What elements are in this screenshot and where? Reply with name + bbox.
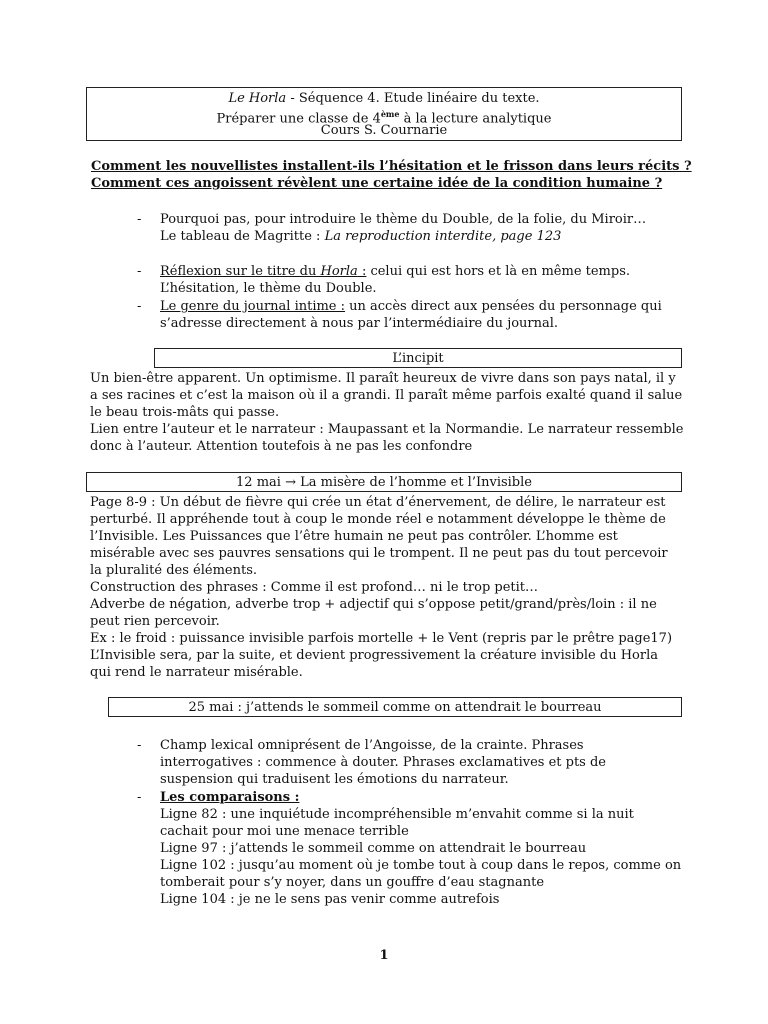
page-number: 1: [379, 948, 389, 963]
header-line2-after: à la lecture analytique: [399, 111, 552, 127]
header-line-1: [87, 90, 681, 107]
section-12mai-line: Ex : le froid : puissance invisible parfois mortelle + le Vent (repris par le prêtre page17): [90, 631, 673, 646]
section-12mai-line: qui rend le narrateur misérable.: [90, 665, 303, 680]
section-12mai-title: 12 mai → La misère de l’homme et l’Invisible: [236, 475, 532, 490]
section-12mai-line: peut rien percevoir.: [90, 614, 220, 629]
comparaison-line: Ligne 82 : une inquiétude incompréhensible m’envahit comme si la nuit: [160, 807, 634, 822]
header-line-3: Cours S. Cournarie: [320, 123, 448, 138]
comparaison-line: Ligne 104 : je ne le sens pas venir comme autrefois: [160, 892, 500, 907]
comparaisons-title: Les comparaisons :: [160, 790, 300, 805]
section-12mai-line: la pluralité des éléments.: [90, 563, 258, 578]
section-25mai-bullet-1-line: suspension qui traduisent les émotions du narrateur.: [160, 772, 509, 787]
comparaison-line: Ligne 102 : jusqu’au moment où je tombe tout à coup dans le repos, comme on: [160, 858, 682, 873]
intro-bullet-2-line-1: [160, 263, 630, 280]
section-12mai-line: perturbé. Il appréhende tout à coup le monde réel e notamment développe le thème de: [90, 512, 666, 527]
bullet-marker: -: [137, 264, 142, 279]
intro-bullet-3-line-1: [160, 298, 662, 315]
section-12mai-title-box: [86, 472, 682, 492]
section-25mai-title-box: [108, 697, 682, 717]
intro-bullet-1-line-2: [160, 228, 561, 245]
intro-bullet-3-line-2: s’adresse directement à nous par l’intermédiaire du journal.: [160, 316, 559, 331]
question-2: Comment ces angoissent révèlent une certaine idée de la condition humaine ?: [91, 176, 663, 191]
incipit-line: le beau trois-mâts qui passe.: [90, 405, 280, 420]
section-12mai-line: Construction des phrases : Comme il est profond… ni le trop petit…: [90, 580, 539, 595]
section-25mai-bullet-1-line: interrogatives : commence à douter. Phrases exclamatives et pts de: [160, 755, 606, 770]
incipit-line: Lien entre l’auteur et le narrateur : Maupassant et la Normandie. Le narrateur ressemble: [90, 422, 684, 437]
bullet-marker: -: [137, 299, 142, 314]
incipit-line: a ses racines et c’est la maison où il a grandi. Il paraît même parfois exalté quand il salue: [90, 388, 683, 403]
magritte-title: La reproduction interdite, page 123: [324, 229, 562, 244]
header-title-rest: - Séquence 4. Etude linéaire du texte.: [286, 91, 540, 106]
comparaison-line: Ligne 97 : j’attends le sommeil comme on attendrait le bourreau: [160, 841, 587, 856]
question-1: Comment les nouvellistes installent-ils l’hésitation et le frisson dans leurs récits ?: [91, 159, 692, 174]
comparaison-line: tomberait pour s’y noyer, dans un gouffre d’eau stagnante: [160, 875, 545, 890]
bullet-marker: -: [137, 212, 142, 227]
header-box: [86, 87, 682, 141]
section-12mai-line: Adverbe de négation, adverbe trop + adjectif qui s’oppose petit/grand/près/loin : il ne: [90, 597, 657, 612]
section-12mai-line: Page 8-9 : Un début de fièvre qui crée un état d’énervement, de délire, le narrateur est: [90, 495, 666, 510]
arrow-right-icon: →: [285, 475, 296, 490]
incipit-title: L’incipit: [392, 351, 444, 366]
header-title-italic: Le Horla: [228, 91, 287, 106]
intro-bullet-2-line-2: L’hésitation, le thème du Double.: [160, 281, 377, 296]
incipit-line: Un bien-être apparent. Un optimisme. Il paraît heureux de vivre dans son pays natal, il y: [90, 371, 676, 386]
bullet-marker: -: [137, 738, 142, 753]
intro-bullet-1-line-1: Pourquoi pas, pour introduire le thème du Double, de la folie, du Miroir…: [160, 212, 647, 227]
header-line2-text: Préparer une classe de 4: [216, 111, 381, 127]
bullet-marker: -: [137, 790, 142, 805]
section-25mai-bullet-1-line: Champ lexical omniprésent de l’Angoisse, de la crainte. Phrases: [160, 738, 584, 753]
journal-intime-label: Le genre du journal intime :: [160, 299, 346, 314]
titre-reflexion-text: celui qui est hors et là en même temps.: [366, 264, 631, 279]
section-12mai-line: l’Invisible. Les Puissances que l’être humain ne peut pas contrôler. L’homme est: [90, 529, 618, 544]
comparaison-line: cachait pour moi une menace terrible: [160, 824, 409, 839]
incipit-title-box: [154, 348, 682, 368]
section-25mai-title: 25 mai : j’attends le sommeil comme on attendrait le bourreau: [188, 700, 602, 715]
titre-reflexion-label: Réflexion sur le titre du Horla :: [160, 264, 367, 279]
journal-intime-text: un accès direct aux pensées du personnage qui: [345, 299, 662, 314]
incipit-line: donc à l’auteur. Attention toutefois à ne pas les confondre: [90, 439, 473, 454]
section-12mai-line: L’Invisible sera, par la suite, et devient progressivement la créature invisible du Horla: [90, 648, 658, 663]
magritte-label: Le tableau de Magritte :: [160, 229, 325, 244]
header-line2-sup: ème: [380, 109, 400, 119]
section-12mai-line: misérable avec ses pauvres sensations qui le trompent. Il ne peut pas du tout percevoir: [90, 546, 668, 561]
